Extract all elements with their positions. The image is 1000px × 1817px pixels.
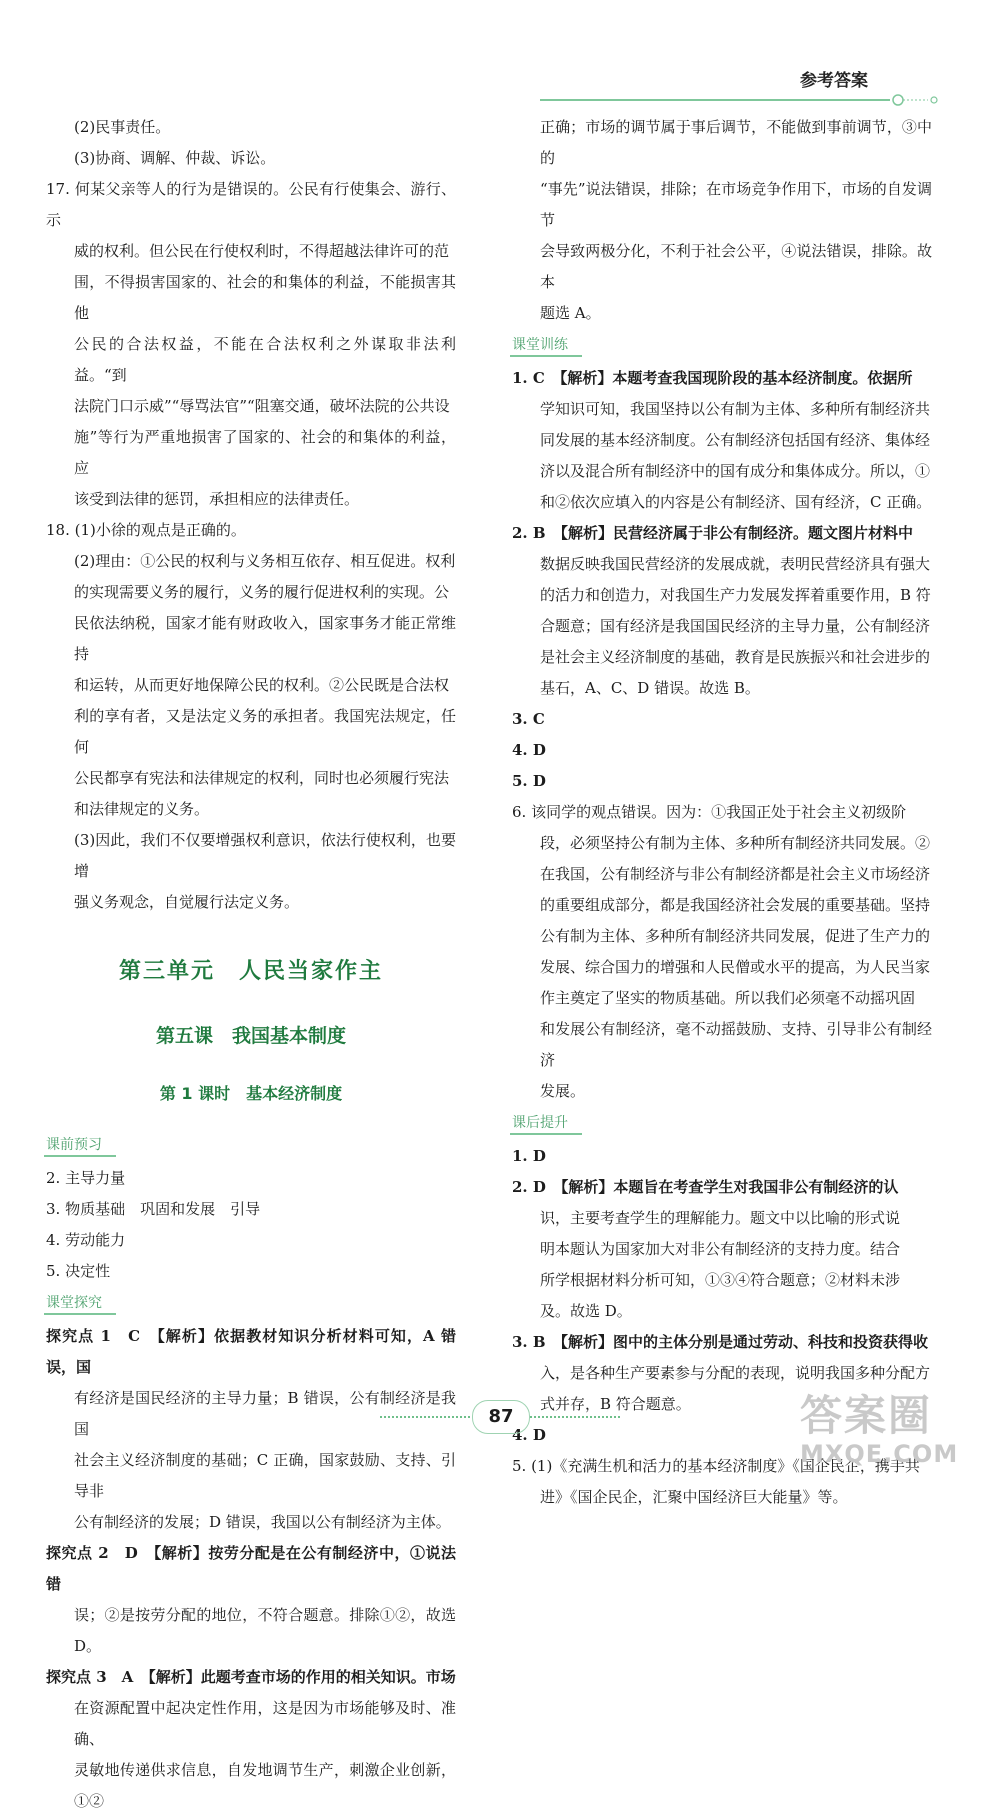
answer-line: 公民的合法权益，不能在合法权利之外谋取非法利益。“到 xyxy=(74,335,456,384)
answer-line: 的重要组成部分，都是我国经济社会发展的重要基础。坚持 xyxy=(540,896,931,914)
explore-answers xyxy=(46,1321,456,1817)
answer-line: 及。故选 D。 xyxy=(540,1302,632,1320)
watermark-logo xyxy=(800,1392,985,1474)
answer-line: 围，不得损害国家的、社会的和集体的利益，不能损害其他 xyxy=(74,273,456,322)
unit-title: 第三单元 人民当家作主 xyxy=(118,959,383,984)
answer-line: 17. 何某父亲等人的行为是错误的。公民有行使集会、游行、示 xyxy=(46,180,456,229)
answer-line: 5. D xyxy=(512,772,546,790)
section-tag-explore: 课堂探究 xyxy=(44,1293,116,1315)
answer-line: 4. D xyxy=(512,1426,546,1444)
answer-line: 3. C xyxy=(512,710,545,728)
answer-line: 所学根据材料分析可知，①③④符合题意；②材料未涉 xyxy=(540,1271,901,1289)
answer-line: 济以及混合所有制经济中的国有成分和集体成分。所以，① xyxy=(540,462,931,480)
answer-line: 强义务观念，自觉履行法定义务。 xyxy=(74,893,300,911)
answer-line: 学知识可知，我国坚持以公有制为主体、多种所有制经济共 xyxy=(540,400,931,418)
answer-line: “事先”说法错误，排除；在市场竞争作用下，市场的自发调节 xyxy=(540,180,932,229)
answer-line: 是社会主义经济制度的基础，教育是民族振兴和社会进步的 xyxy=(540,648,931,666)
answer-line: 施”等行为严重地损害了国家的、社会的和集体的利益，应 xyxy=(74,428,456,477)
section-tag-training: 课堂训练 xyxy=(510,335,582,357)
footer-dots-right xyxy=(530,1416,620,1418)
answer-line: 探究点 1 C 【解析】依据教材知识分析材料可知，A 错误，国 xyxy=(46,1327,456,1376)
answer-line: 合题意；国有经济是我国国民经济的主导力量，公有制经济 xyxy=(540,617,931,635)
answer-line: 公有制经济的发展；D 错误，我国以公有制经济为主体。 xyxy=(74,1513,451,1531)
answer-line: 4. 劳动能力 xyxy=(46,1231,126,1249)
answer-line: 1. C 【解析】本题考查我国现阶段的基本经济制度。依据所 xyxy=(512,369,913,387)
page-footer xyxy=(380,1400,620,1434)
answer-line: 入，是各种生产要素参与分配的表现，说明我国多种分配方 xyxy=(540,1364,931,1382)
answer-line: 题选 A。 xyxy=(540,304,601,322)
answer-line: 3. 物质基础 巩固和发展 引导 xyxy=(46,1200,261,1218)
training-answers xyxy=(512,363,932,1107)
answer-line: 发展。 xyxy=(540,1082,586,1100)
answer-line: 发展、综合国力的增强和人民僧或水平的提高，为人民当家 xyxy=(540,958,931,976)
page-header xyxy=(0,0,1000,110)
preview-answers xyxy=(46,1163,456,1287)
header-decoration-line xyxy=(540,94,940,106)
answer-line: (3)协商、调解、仲裁、诉讼。 xyxy=(74,149,276,167)
answer-line: 数据反映我国民营经济的发展成就，表明民营经济具有强大 xyxy=(540,555,931,573)
answer-line: 作主奠定了坚实的物质基础。所以我们必须毫不动摇巩固 xyxy=(540,989,916,1007)
left-column xyxy=(46,112,456,1817)
answer-line: 5. 决定性 xyxy=(46,1262,111,1280)
answer-line: 公有制为主体、多种所有制经济共同发展，促进了生产力的 xyxy=(540,927,931,945)
answer-line: 识，主要考查学生的理解能力。题文中以比喻的形式说 xyxy=(540,1209,901,1227)
answer-line: 该受到法律的惩罚，承担相应的法律责任。 xyxy=(74,490,360,508)
answer-line: (3)因此，我们不仅要增强权利意识，依法行使权利，也要增 xyxy=(74,831,456,880)
watermark-top-text: 答案圈 xyxy=(800,1391,933,1440)
footer-dots-left xyxy=(380,1416,470,1418)
answer-line: 段，必须坚持公有制为主体、多种所有制经济共同发展。② xyxy=(540,834,931,852)
answer-line: 有经济是国民经济的主导力量；B 错误，公有制经济是我国 xyxy=(74,1389,456,1438)
answer-line: 明本题认为国家加大对非公有制经济的支持力度。结合 xyxy=(540,1240,901,1258)
answer-line: 在资源配置中起决定性作用，这是因为市场能够及时、准确、 xyxy=(74,1699,456,1748)
answer-line: 法院门口示威”“辱骂法官”“阻塞交通，破坏法院的公共设 xyxy=(74,397,450,415)
watermark-bottom-text: MXQE.COM xyxy=(800,1440,959,1468)
answer-line: 和②依次应填入的内容是公有制经济、国有经济，C 正确。 xyxy=(540,493,932,511)
answer-line: 的活力和创造力，对我国生产力发展发挥着重要作用，B 符 xyxy=(540,586,931,604)
answer-line: 探究点 2 D 【解析】按劳分配是在公有制经济中，①说法错 xyxy=(46,1544,456,1593)
answer-line: 的实现需要义务的履行，义务的履行促进权利的实现。公 xyxy=(74,583,450,601)
answer-line: 公民都享有宪法和法律规定的权利，同时也必须履行宪法 xyxy=(74,769,450,787)
answer-line: 灵敏地传递供求信息，自发地调节生产，刺激企业创新，①② xyxy=(74,1761,456,1810)
answer-line: (2)理由：①公民的权利与义务相互依存、相互促进。权利 xyxy=(74,552,456,570)
answer-line: 探究点 3 A 【解析】此题考查市场的作用的相关知识。市场 xyxy=(46,1668,456,1686)
section-tag-after: 课后提升 xyxy=(510,1113,582,1135)
answer-line: 误；②是按劳分配的地位，不符合题意。排除①②，故选 D。 xyxy=(74,1606,456,1655)
answer-line: (2)民事责任。 xyxy=(74,118,171,136)
period-title: 第 1 课时 基本经济制度 xyxy=(159,1084,343,1103)
answer-line: 18. (1)小徐的观点是正确的。 xyxy=(46,521,246,539)
question-18 xyxy=(46,515,456,918)
answer-line: 进》《国企民企，汇聚中国经济巨大能量》等。 xyxy=(540,1488,848,1506)
answer-line: 威的权利。但公民在行使权利时，不得超越法律许可的范 xyxy=(74,242,450,260)
answer-line: 会导致两极分化，不利于社会公平，④说法错误，排除。故本 xyxy=(540,242,932,291)
answer-line: 2. D 【解析】本题旨在考查学生对我国非公有制经济的认 xyxy=(512,1178,899,1196)
answer-line: 6. 该同学的观点错误。因为：①我国正处于社会主义初级阶 xyxy=(512,803,907,821)
answer-line: 民依法纳税，国家才能有财政收入，国家事务才能正常维持 xyxy=(74,614,456,663)
answer-line: 和发展公有制经济，毫不动摇鼓励、支持、引导非公有制经济 xyxy=(540,1020,932,1069)
section-tag-preview: 课前预习 xyxy=(44,1135,116,1157)
answer-line: 5. (1)《充满生机和活力的基本经济制度》《国企民企，携手共 xyxy=(512,1457,920,1475)
answer-line: 2. 主导力量 xyxy=(46,1169,126,1187)
answer-line: 式并存，B 符合题意。 xyxy=(540,1395,691,1413)
answer-line: 社会主义经济制度的基础；C 正确，国家鼓励、支持、引导非 xyxy=(74,1451,456,1500)
answer-line: 同发展的基本经济制度。公有制经济包括国有经济、集体经 xyxy=(540,431,931,449)
answer-line: 基石，A、C、D 错误。故选 B。 xyxy=(540,679,760,697)
answer-line: 4. D xyxy=(512,741,546,759)
answer-line: 和法律规定的义务。 xyxy=(74,800,210,818)
answer-line: 3. B 【解析】图中的主体分别是通过劳动、科技和投资获得收 xyxy=(512,1333,929,1351)
answer-line: 1. D xyxy=(512,1147,546,1165)
question-17 xyxy=(46,174,456,515)
page-number: 87 xyxy=(472,1400,530,1434)
answer-line: 在我国，公有制经济与非公有制经济都是社会主义市场经济 xyxy=(540,865,931,883)
lesson-title: 第五课 我国基本制度 xyxy=(155,1025,346,1047)
answer-line: 利的享有者，又是法定义务的承担者。我国宪法规定，任何 xyxy=(74,707,456,756)
right-column xyxy=(512,112,932,1513)
answer-line: 正确；市场的调节属于事后调节，不能做到事前调节，③中的 xyxy=(540,118,932,167)
answer-line: 和运转，从而更好地保障公民的权利。②公民既是合法权 xyxy=(74,676,450,694)
header-title: 参考答案 xyxy=(800,71,868,91)
explore-continued xyxy=(512,112,932,329)
answer-line: 2. B 【解析】民营经济属于非公有制经济。题文图片材料中 xyxy=(512,524,914,542)
